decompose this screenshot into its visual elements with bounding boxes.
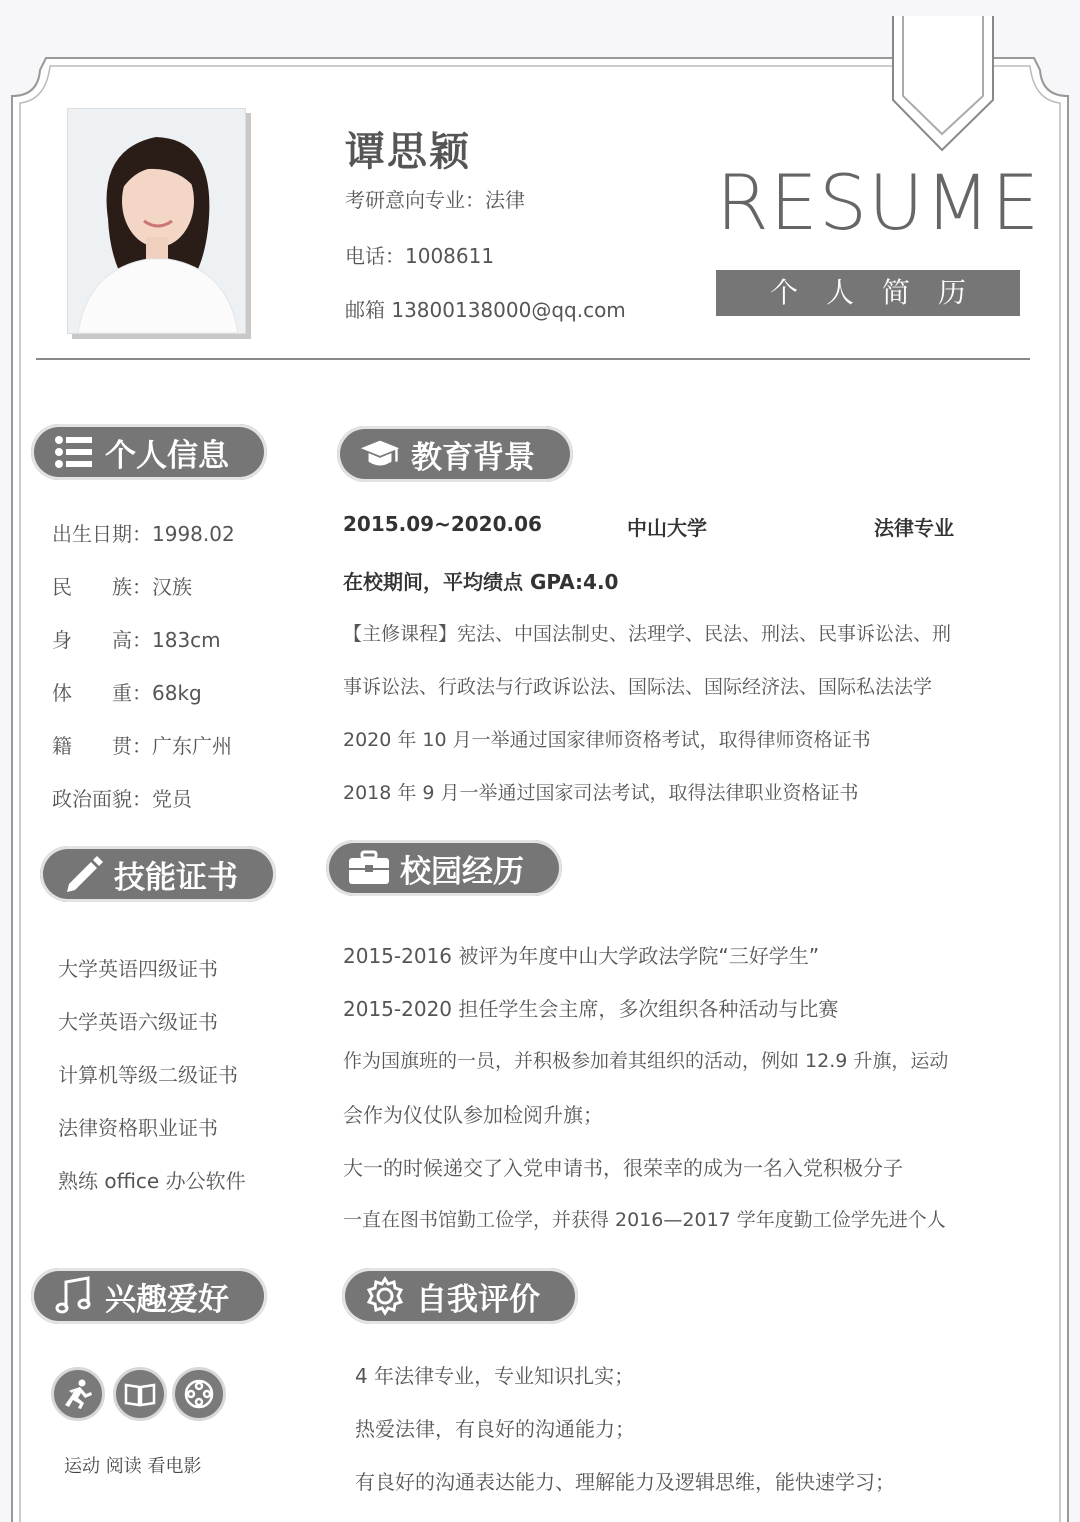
campus-line: 2015-2016 被评为年度中山大学政法学院“三好学生”	[343, 944, 820, 968]
education-gpa: 在校期间，平均绩点 GPA:4.0	[343, 570, 619, 594]
section-header-self-eval	[342, 1268, 578, 1324]
info-row	[52, 624, 221, 653]
briefcase-icon	[348, 847, 390, 889]
info-label: 籍 贯：	[52, 734, 152, 758]
self-eval-line: 热爱法律，有良好的沟通能力；	[355, 1417, 635, 1441]
section-header-campus	[326, 840, 562, 896]
graduation-cap-icon	[359, 433, 401, 475]
campus-line: 一直在图书馆勤工俭学，并获得 2016—2017 学年度勤工俭学先进个人	[343, 1209, 946, 1231]
skill-item: 大学英语四级证书	[58, 957, 218, 981]
education-line: 【主修课程】宪法、中国法制史、法理学、民法、刑法、民事诉讼法、刑	[343, 623, 952, 645]
section-header-personal	[31, 424, 267, 480]
info-row	[52, 730, 232, 759]
section-header-education	[337, 426, 573, 482]
info-value: 183cm	[152, 628, 221, 652]
info-value: 党员	[152, 787, 192, 811]
info-row	[52, 571, 192, 600]
info-row	[52, 518, 235, 547]
info-row	[52, 677, 202, 706]
resume-subtitle: 个人简历	[716, 270, 1020, 316]
section-title: 自我评价	[416, 1281, 540, 1318]
campus-line: 2015-2020 担任学生会主席，多次组织各种活动与比赛	[343, 997, 839, 1021]
header-divider	[36, 358, 1030, 360]
info-label: 民 族：	[52, 575, 152, 599]
campus-line: 会作为仪仗队参加检阅升旗；	[343, 1103, 603, 1127]
self-eval-line: 有良好的沟通表达能力、理解能力及逻辑思维，能快速学习；	[355, 1470, 895, 1494]
section-title: 个人信息	[105, 437, 229, 474]
profile-photo	[67, 108, 246, 334]
info-value: 1998.02	[152, 522, 235, 546]
resume-title: RESUME	[716, 158, 1041, 247]
self-eval-line: 4 年法律专业，专业知识扎实；	[355, 1364, 635, 1388]
skill-item: 法律资格职业证书	[58, 1116, 218, 1140]
campus-line: 作为国旗班的一员，并积极参加着其组织的活动，例如 12.9 升旗，运动	[343, 1050, 949, 1072]
education-major: 法律专业	[874, 516, 954, 540]
section-header-hobbies	[31, 1268, 267, 1324]
education-period: 2015.09~2020.06	[343, 512, 542, 536]
info-value: 68kg	[152, 681, 202, 705]
hobby-caption: 运动 阅读 看电影	[64, 1456, 202, 1477]
education-line: 2018 年 9 月一举通过国家司法考试，取得法律职业资格证书	[343, 782, 859, 804]
skill-item: 大学英语六级证书	[58, 1010, 218, 1034]
info-label: 身 高：	[52, 628, 152, 652]
skill-item: 计算机等级二级证书	[58, 1063, 238, 1087]
email-address: 邮箱 13800138000@qq.com	[345, 298, 626, 322]
book-icon	[113, 1367, 167, 1421]
education-line: 事诉讼法、行政法与行政诉讼法、国际法、国际经济法、国际私法法学	[343, 676, 933, 698]
info-value: 汉族	[152, 575, 192, 599]
phone-number: 电话：1008611	[345, 244, 495, 268]
running-icon	[51, 1367, 105, 1421]
gear-icon	[364, 1275, 406, 1317]
section-title: 教育背景	[411, 439, 535, 476]
section-title: 技能证书	[114, 859, 238, 896]
music-note-icon	[53, 1275, 95, 1317]
campus-line: 大一的时候递交了入党申请书，很荣幸的成为一名入党积极分子	[343, 1156, 903, 1180]
info-label: 政治面貌：	[52, 787, 152, 811]
section-header-skills	[40, 846, 276, 902]
target-major: 考研意向专业：法律	[345, 188, 525, 212]
film-reel-icon	[172, 1367, 226, 1421]
list-icon	[53, 431, 95, 473]
skill-item: 熟练 office 办公软件	[58, 1169, 246, 1193]
education-line: 2020 年 10 月一举通过国家律师资格考试，取得律师资格证书	[343, 729, 871, 751]
education-school: 中山大学	[627, 516, 707, 540]
info-row	[52, 783, 192, 812]
section-title: 校园经历	[400, 853, 524, 890]
section-title: 兴趣爱好	[105, 1281, 229, 1318]
pencil-icon	[62, 853, 104, 895]
info-label: 体 重：	[52, 681, 152, 705]
info-value: 广东广州	[152, 734, 232, 758]
candidate-name: 谭思颖	[345, 129, 471, 175]
info-label: 出生日期：	[52, 522, 152, 546]
